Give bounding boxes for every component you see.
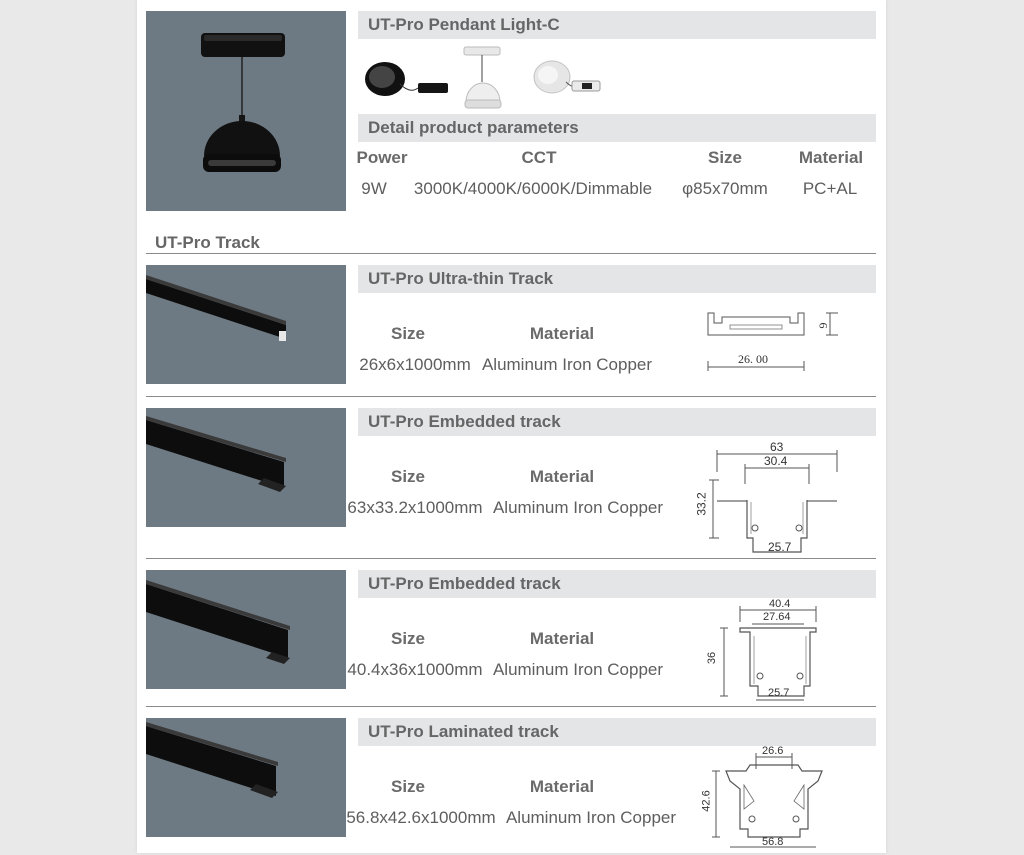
track-2-dim-height: 33.2 — [694, 492, 709, 516]
variant-white-icon — [464, 47, 501, 108]
value-material: PC+AL — [802, 179, 858, 198]
track-4-dim-top: 26.6 — [762, 745, 784, 757]
pendant-title: UT-Pro Pendant Light-C — [368, 15, 560, 34]
row-divider — [146, 396, 876, 397]
track-2-material: Aluminum Iron Copper — [492, 498, 664, 517]
track-3-material: Aluminum Iron Copper — [492, 660, 664, 679]
track-4-size: 56.8x42.6x1000mm — [346, 808, 496, 827]
header-size: Size — [707, 148, 743, 167]
track-4-material-header: Material — [529, 777, 595, 796]
track-2-material-header: Material — [529, 467, 595, 486]
track-1-material: Aluminum Iron Copper — [481, 355, 653, 374]
track-2-title-bar — [358, 408, 876, 436]
track-section-title: UT-Pro Track — [155, 233, 260, 252]
track-2-size: 63x33.2x1000mm — [347, 498, 483, 517]
track-1-material-header: Material — [529, 324, 595, 343]
track-4-title-bar — [358, 718, 876, 746]
track-3-dim-inner: 27.64 — [763, 611, 791, 623]
embedded-track-photo — [146, 408, 346, 527]
track-4-size-header: Size — [390, 777, 426, 796]
track-4-profile-drawing — [700, 745, 840, 850]
track-4-dim-height: 42.6 — [700, 790, 713, 812]
row-divider — [146, 558, 876, 559]
embedded-track-2-photo — [146, 570, 346, 689]
track-4-dim-bottom: 56.8 — [762, 836, 784, 848]
track-1-dim-width: 26. 00 — [738, 352, 768, 366]
header-power: Power — [356, 148, 408, 167]
track-3-size: 40.4x36x1000mm — [347, 660, 483, 679]
track-1-title: UT-Pro Ultra-thin Track — [368, 269, 554, 288]
section-divider — [146, 253, 876, 254]
variant-black-icon — [365, 62, 448, 96]
header-material: Material — [798, 148, 864, 167]
ultra-thin-track-photo — [146, 265, 346, 384]
track-3-size-header: Size — [390, 629, 426, 648]
track-3-dim-height: 36 — [706, 651, 719, 665]
track-1-size-header: Size — [390, 324, 426, 343]
track-2-dim-outer: 63 — [770, 440, 784, 454]
track-2-dim-bottom: 25.7 — [768, 540, 792, 554]
track-3-dim-outer: 40.4 — [769, 598, 791, 610]
pendant-title-bar — [358, 11, 876, 39]
laminated-track-photo — [146, 718, 346, 837]
params-title: Detail product parameters — [368, 118, 579, 137]
header-cct: CCT — [521, 148, 557, 167]
value-size: φ85x70mm — [682, 179, 768, 198]
track-1-title-bar — [358, 265, 876, 293]
track-1-dim-height: 6 — [816, 322, 831, 329]
pendant-variant-thumbnails — [360, 44, 610, 114]
track-4-title: UT-Pro Laminated track — [368, 722, 559, 741]
pendant-light-photo — [146, 11, 346, 211]
track-2-title: UT-Pro Embedded track — [368, 412, 561, 431]
track-2-size-header: Size — [390, 467, 426, 486]
track-4-material: Aluminum Iron Copper — [505, 808, 677, 827]
variant-silver-icon — [534, 61, 600, 93]
track-1-size: 26x6x1000mm — [359, 355, 471, 374]
track-3-title: UT-Pro Embedded track — [368, 574, 561, 593]
track-1-profile-drawing — [700, 305, 850, 375]
row-divider — [146, 706, 876, 707]
track-2-dim-inner: 30.4 — [764, 454, 788, 468]
track-3-material-header: Material — [529, 629, 595, 648]
value-cct: 3000K/4000K/6000K/Dimmable — [413, 179, 653, 198]
value-power: 9W — [361, 179, 387, 198]
track-3-title-bar — [358, 570, 876, 598]
track-3-dim-bottom: 25.7 — [768, 687, 790, 699]
params-title-bar — [358, 114, 876, 142]
